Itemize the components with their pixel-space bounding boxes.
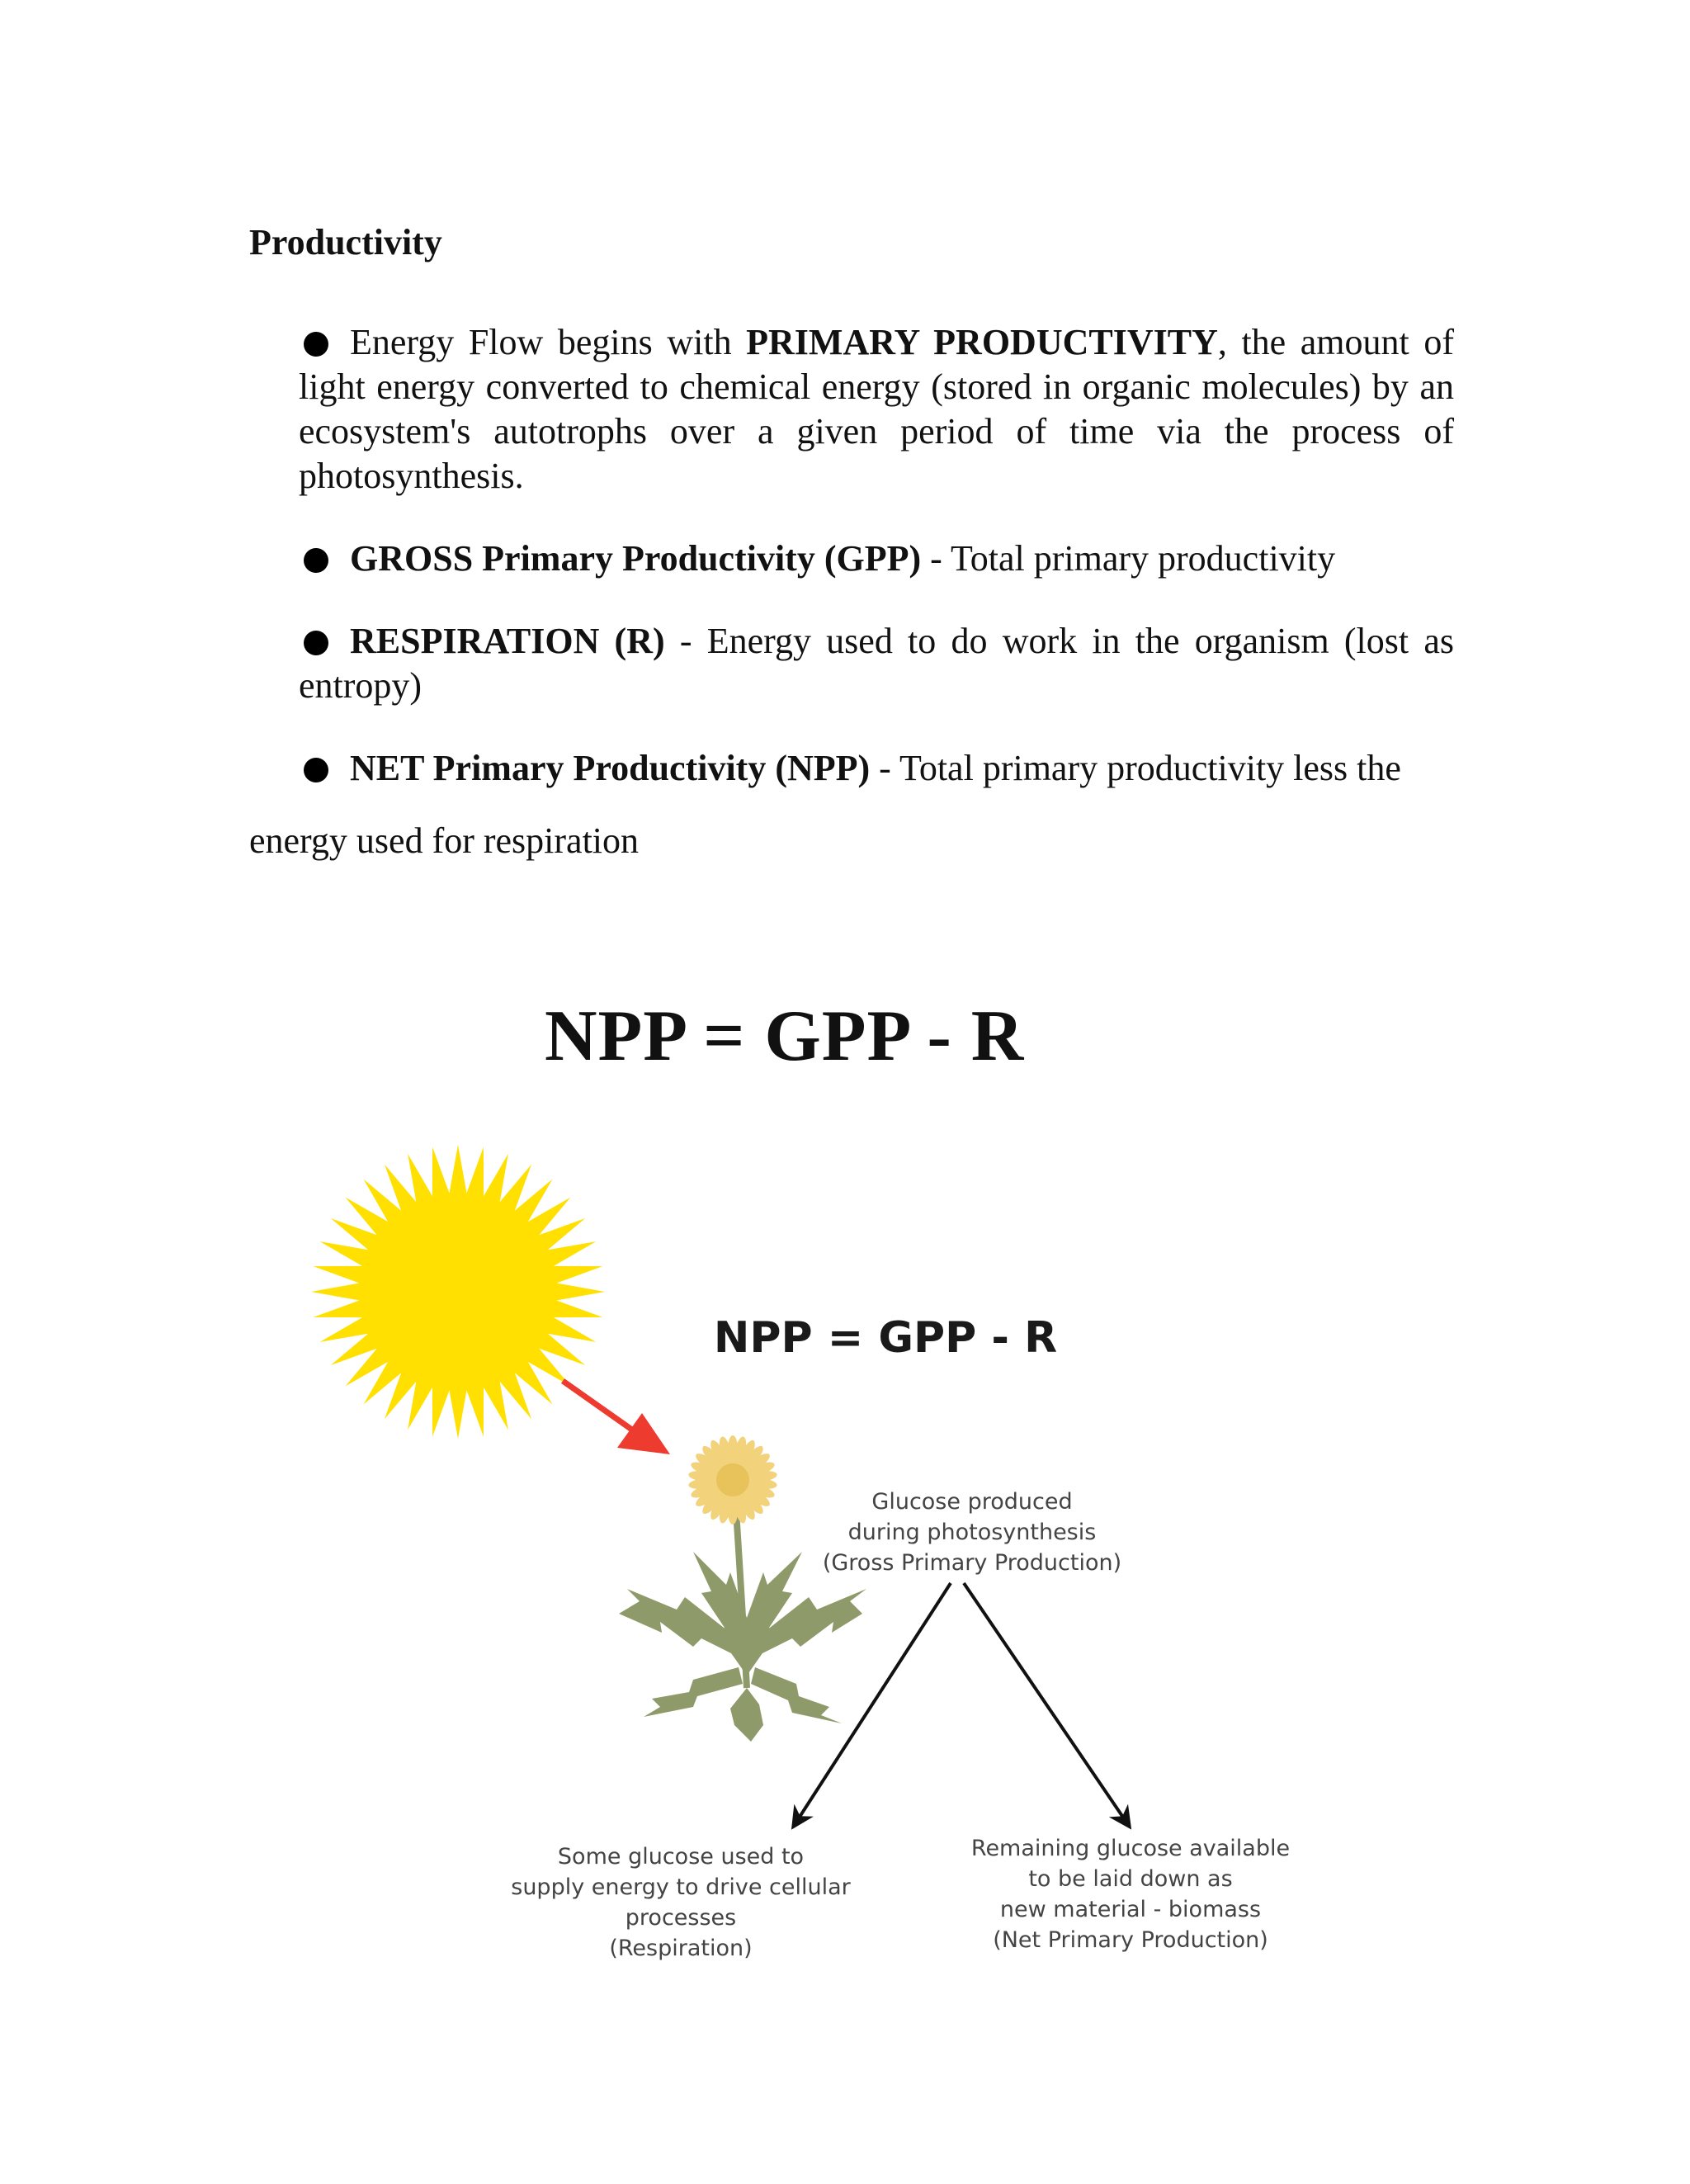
formula-heading: NPP = GPP - R <box>545 996 1025 1076</box>
diagram-formula: NPP = GPP - R <box>713 1313 1058 1363</box>
bullet-term: NET Primary Productivity (NPP) <box>350 748 871 788</box>
bullet-tail-text: energy used for respiration <box>249 820 640 861</box>
gpp-label <box>823 1489 1121 1576</box>
bullet-text: , the amount of light energy converted to chemical energy (stored in organic molecules) by an ecosystem's autotrophs over a given period of time via the process of photosynthesis. <box>299 322 1454 496</box>
bullet-term: RESPIRATION (R) <box>350 621 665 661</box>
label-line: Some glucose used to <box>557 1844 805 1870</box>
section-heading: Productivity <box>249 222 442 262</box>
bullet-term: PRIMARY PRODUCTIVITY <box>746 322 1218 362</box>
respiration-label <box>511 1844 851 1961</box>
label-line: (Gross Primary Production) <box>822 1550 1122 1576</box>
bullet-text: - Total primary productivity less the <box>870 748 1401 788</box>
label-line: new material - biomass <box>999 1897 1262 1922</box>
label-line: supply energy to drive cellular <box>511 1874 851 1900</box>
dandelion-plant-icon <box>619 1435 866 1742</box>
npp-label <box>971 1836 1290 1953</box>
label-line: to be laid down as <box>1028 1866 1233 1892</box>
bullet-text: - Energy used to do work in the organism (lost as entropy) <box>299 621 1454 706</box>
bullet-term: GROSS Primary Productivity (GPP) <box>350 538 922 579</box>
label-line: during photosynthesis <box>847 1520 1097 1545</box>
npp-arrow-icon <box>964 1583 1129 1826</box>
label-line: (Net Primary Production) <box>993 1927 1268 1953</box>
label-line: Remaining glucose available <box>970 1836 1291 1861</box>
label-line: Glucose produced <box>871 1489 1073 1515</box>
label-line: processes <box>625 1905 737 1931</box>
bullet-text: - Total primary productivity <box>921 538 1336 579</box>
bullet-text: Energy Flow begins with <box>350 322 747 362</box>
label-line: (Respiration) <box>609 1936 753 1961</box>
sun-icon <box>311 1145 605 1439</box>
sunlight-arrow-icon <box>563 1381 670 1454</box>
